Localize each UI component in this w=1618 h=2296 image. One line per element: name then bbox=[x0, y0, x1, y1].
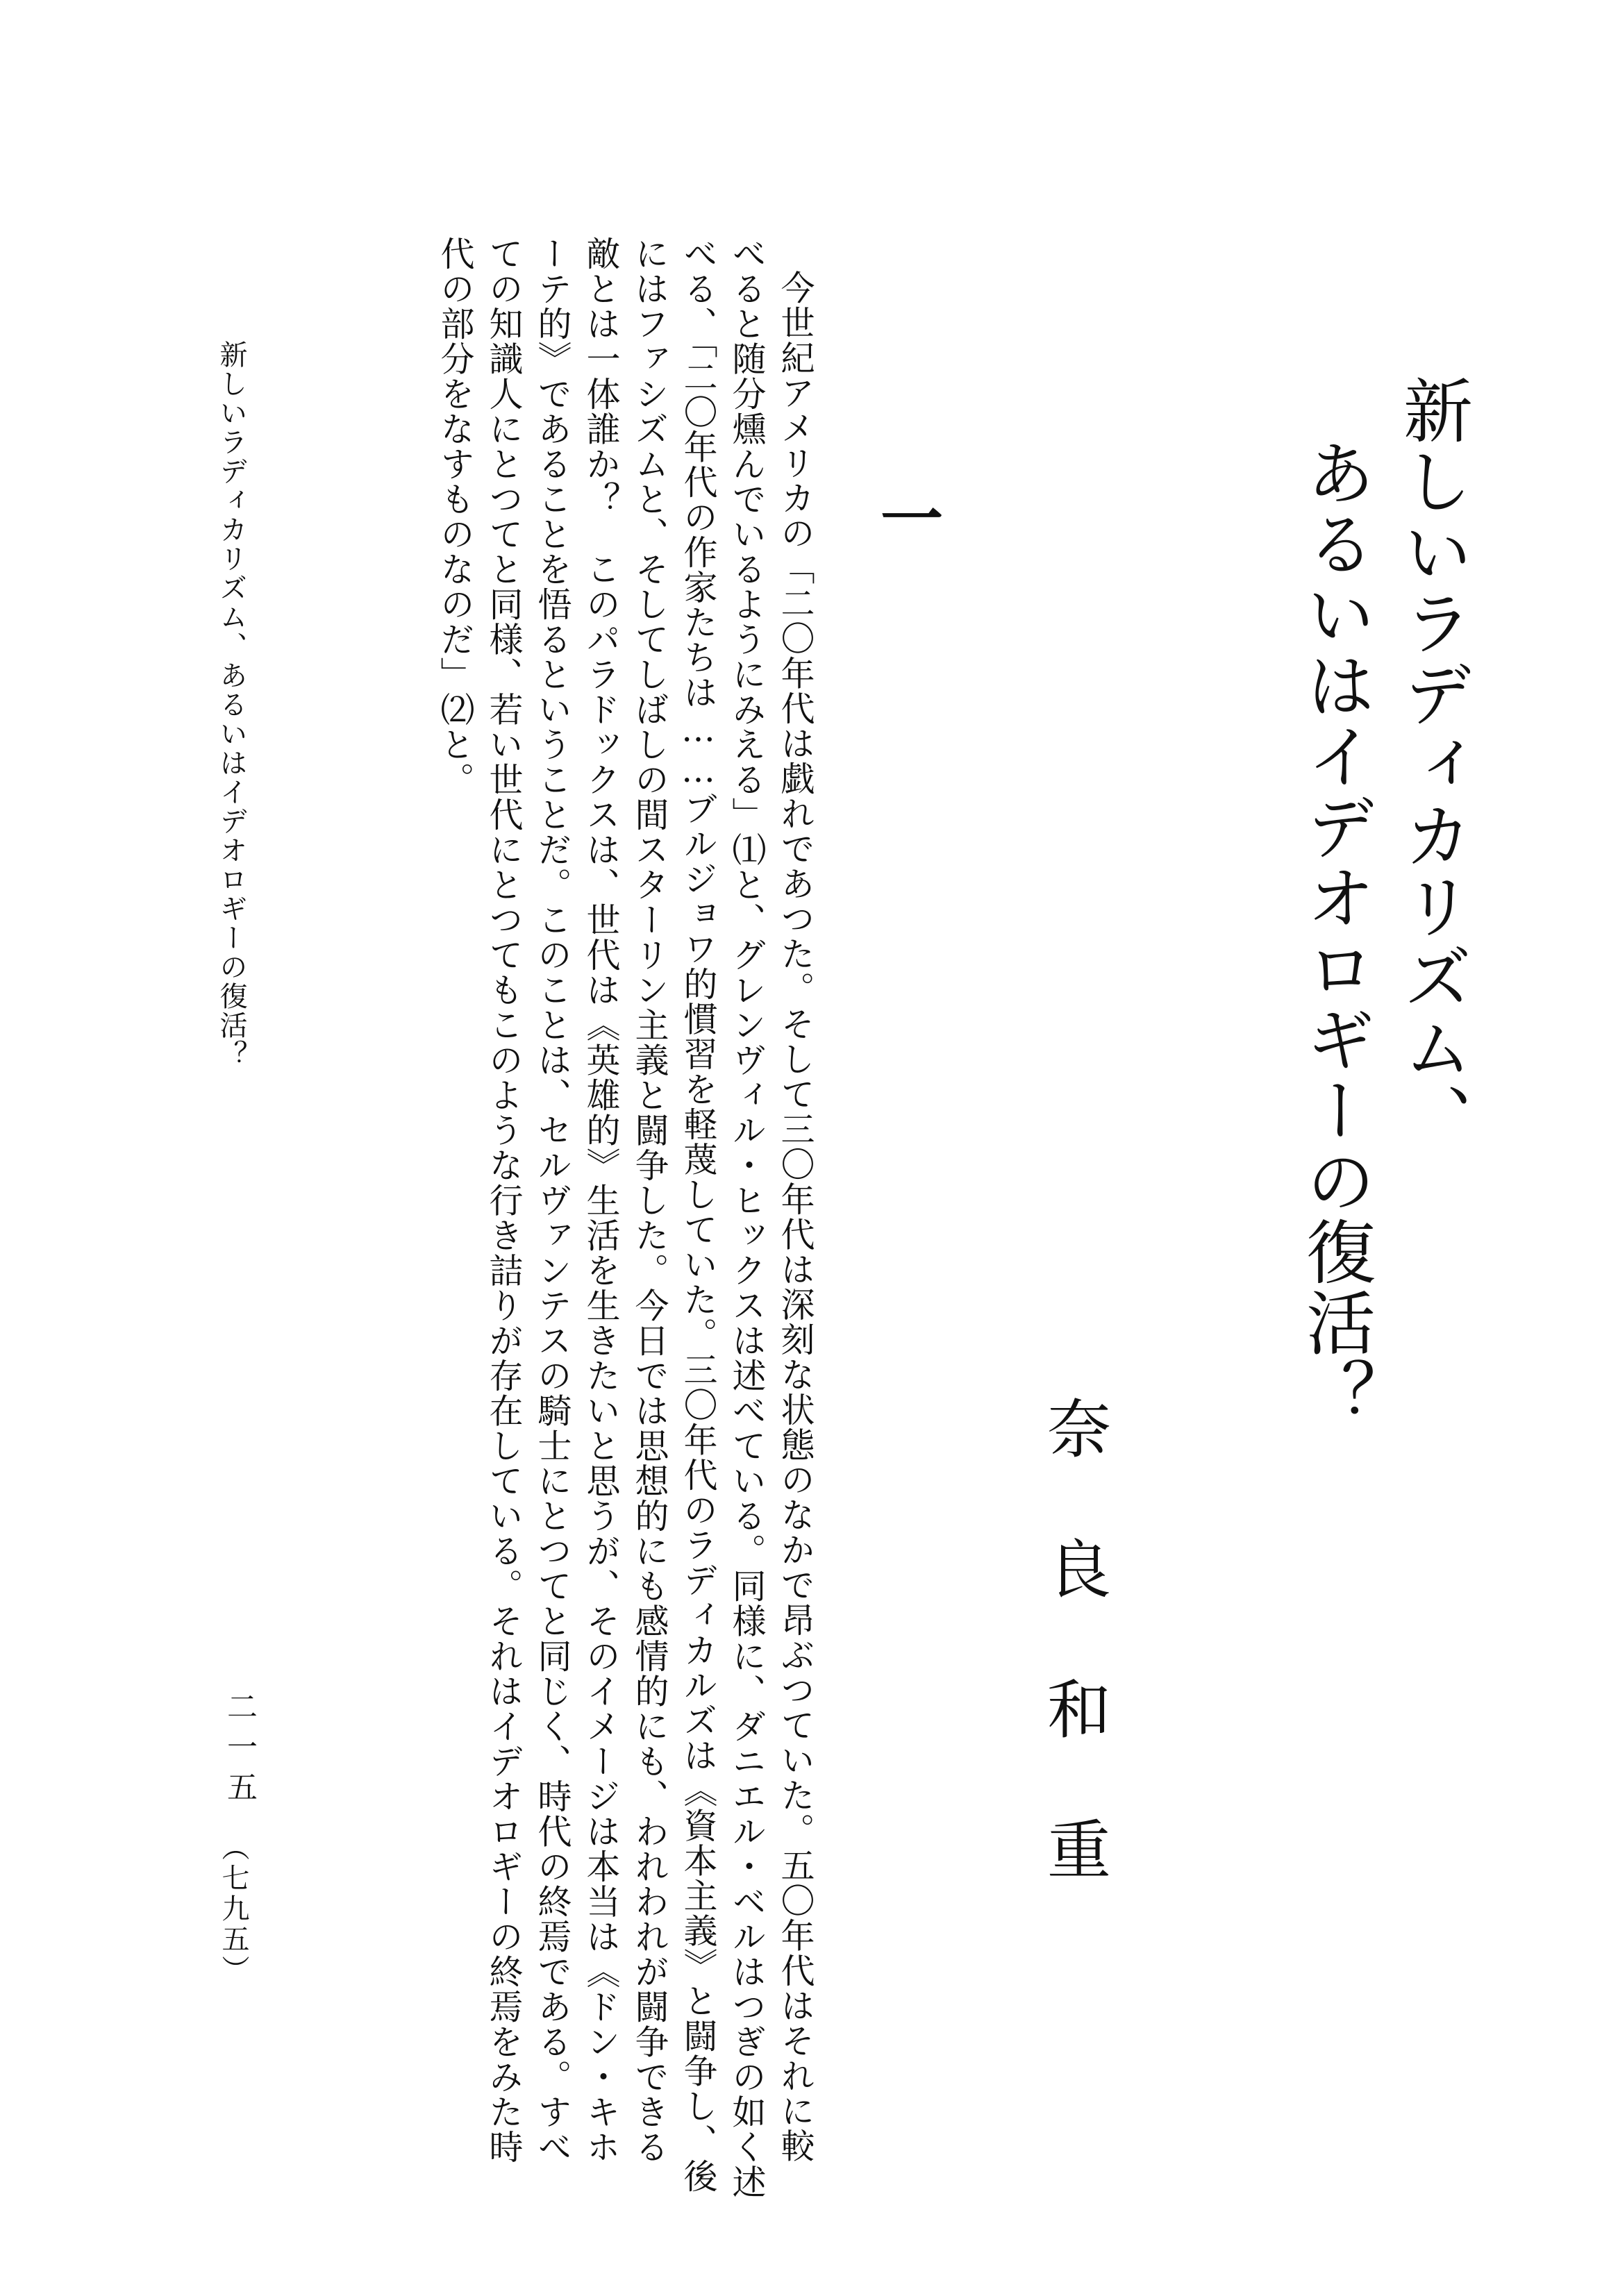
body-line: 敵とは一体誰か？ このパラドックスは、世代は《英雄的》生活を生きたいと思うが、そのイメージは本当は《ドン・キホ bbox=[581, 236, 621, 2165]
body-line: 代の部分をなすものなのだ」⑵と。 bbox=[435, 236, 475, 797]
title-line-2: あるいはイデオロギーの復活？ bbox=[1294, 437, 1376, 1429]
body-line: ての知識人にとつてと同様、若い世代にとつてもこのような行き詰りが存在している。それはイデオロギーの終焉をみた時 bbox=[484, 236, 524, 2165]
author-name: 奈良和重 bbox=[1037, 1396, 1111, 1956]
body-line: べると随分燻んでいるようにみえる」⑴と、グレンヴィル・ヒックスは述べている。同様に、ダニエル・ベルはつぎの如く述 bbox=[727, 236, 767, 2199]
page-number-total: （七九五） bbox=[217, 1833, 249, 1986]
body-text bbox=[292, 236, 819, 2199]
body-line: べる、「二〇年代の作家たちは……ブルジョワ的慣習を軽蔑していた。三〇年代のラディカルズは《資本主義》と闘争し、後 bbox=[678, 236, 718, 2194]
title-line-1: 新しいラディカリズム、 bbox=[1392, 375, 1473, 1154]
running-head: 新しいラディカリズム、あるいはイデオロギーの復活？ bbox=[215, 340, 247, 1069]
body-line: ーテ的》であることを悟るということだ。このことは、セルヴァンテスの騎士にとつてと同じく、時代の終焉である。すべ bbox=[533, 236, 572, 2165]
body-line: にはファシズムと、そしてしばしの間スターリン主義と闘争した。今日では思想的にも感情的にも、われわれが闘争できる bbox=[630, 236, 669, 2165]
section-number: 一 bbox=[869, 486, 943, 548]
body-line: 今世紀アメリカの「二〇年代は戯れであつた。そして三〇年代は深刻な状態のなかで昂ぶつていた。五〇年代はそれに較 bbox=[776, 270, 815, 2163]
page-number: 二一五 bbox=[222, 1691, 257, 1811]
